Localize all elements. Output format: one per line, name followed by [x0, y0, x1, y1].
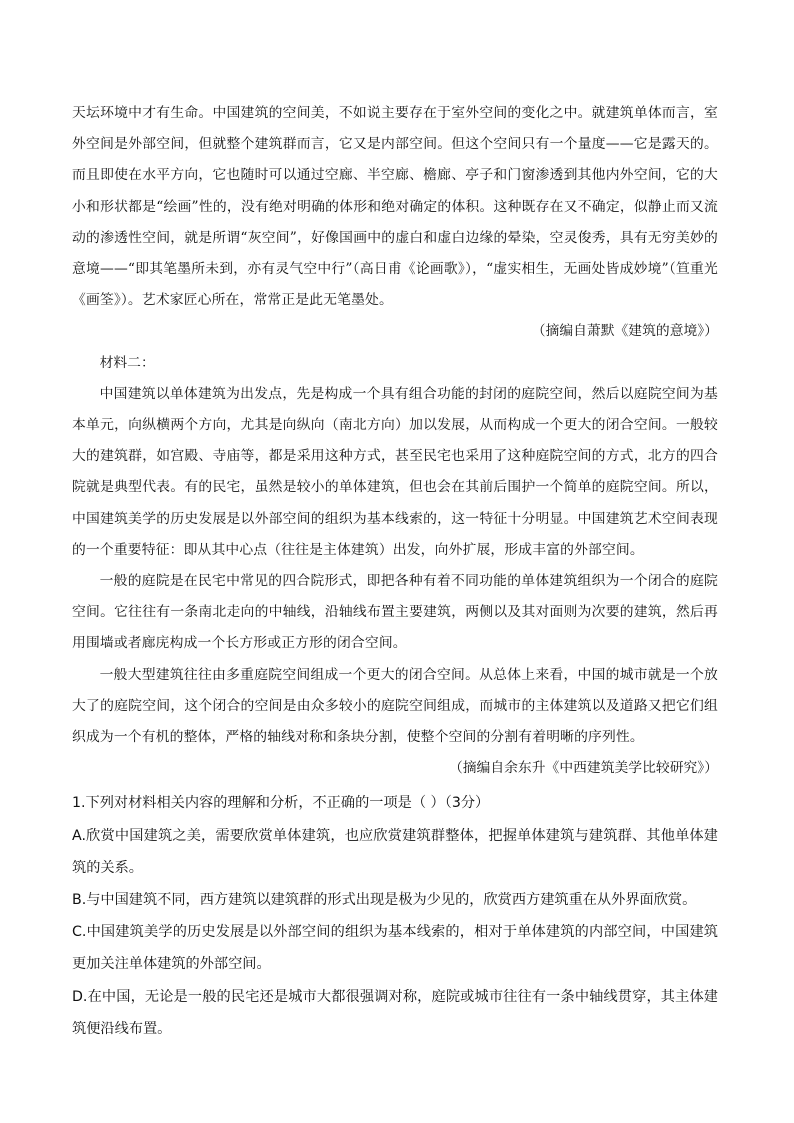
option-b: B.与中国建筑不同，西方建筑以建筑群的形式出现是极为少见的，欣赏西方建筑重在从外界面欣赏。: [72, 892, 697, 909]
material2-paragraph-1: 中国建筑以单体建筑为出发点，先是构成一个具有组合功能的封闭的庭院空间，然后以庭院空间为基本单元，向纵横两个方向，尤其是向纵向（南北方向）加以发展，从而构成一个更大的闭合空间。一般较大的建筑群，如宫殿、寺庙等，都是采用这种方式，甚至民宅也采用了这种庭院空间的方式，北方的四合院就是典型代表。有的民宅，虽然是较小的单体建筑，但也会在其前后围护一个简单的庭院空间。所以，中国建筑美学的历史发展是以外部空间的组织为基本线索的，这一特征十分明显。中国建筑艺术空间表现的一个重要特征：即从其中心点（往往是主体建筑）出发，向外扩展，形成丰富的外部空间。: [72, 385, 718, 558]
material2-heading: 材料二：: [99, 354, 155, 371]
question-stem: 1.下列对材料相关内容的理解和分析，不正确的一项是（ ）（3分）: [72, 795, 490, 812]
material2-source: （摘编自余东升《中西建筑美学比较研究》）: [448, 760, 718, 777]
option-c: C.中国建筑美学的历史发展是以外部空间的组织为基本线索的，相对于单体建筑的内部空间，中国建筑更加关注单体建筑的外部空间。: [72, 924, 718, 973]
option-d: D.在中国，无论是一般的民宅还是城市大都很强调对称，庭院或城市往往有一条中轴线贯穿，其主体建筑便沿线布置。: [72, 988, 718, 1037]
page-content: [72, 98, 718, 1045]
material1-paragraph: 天坛环境中才有生命。中国建筑的空间美，不如说主要存在于室外空间的变化之中。就建筑单体而言，室外空间是外部空间，但就整个建筑群而言，它又是内部空间。但这个空间只有一个量度——它是露天的。而且即使在水平方向，它也随时可以通过空廊、半空廊、檐廊、亭子和门窗渗透到其他内外空间，它的大小和形状都是“绘画”性的，没有绝对明确的体形和绝对确定的体积。这种既存在又不确定，似静止而又流动的渗透性空间，就是所谓“灰空间”，好像国画中的虚白和虚白边缘的晕染，空灵俊秀，具有无穷美妙的意境——“即其笔墨所未到，亦有灵气空中行”（高日甫《论画歌》），“虚实相生，无画处皆成妙境”（笪重光《画筌》）。艺术家匠心所在，常常正是此无笔墨处。: [72, 105, 718, 309]
option-a: A.欣赏中国建筑之美，需要欣赏单体建筑，也应欣赏建筑群整体，把握单体建筑与建筑群、其他单体建筑的关系。: [72, 827, 718, 876]
material2-paragraph-2: 一般的庭院是在民宅中常见的四合院形式，即把各种有着不同功能的单体建筑组织为一个闭合的庭院空间。它往往有一条南北走向的中轴线，沿轴线布置主要建筑，两侧以及其对面则为次要的建筑，然后再用围墙或者廊庑构成一个长方形或正方形的闭合空间。: [72, 573, 718, 652]
material2-paragraph-3: 一般大型建筑往往由多重庭院空间组成一个更大的闭合空间。从总体上来看，中国的城市就是一个放大了的庭院空间，这个闭合的空间是由众多较小的庭院空间组成，而城市的主体建筑以及道路又把它们组织成为一个有机的整体，严格的轴线对称和条块分割，使整个空间的分割有着明晰的序列性。: [72, 666, 718, 746]
material1-source: （摘编自萧默《建筑的意境》）: [531, 323, 718, 340]
